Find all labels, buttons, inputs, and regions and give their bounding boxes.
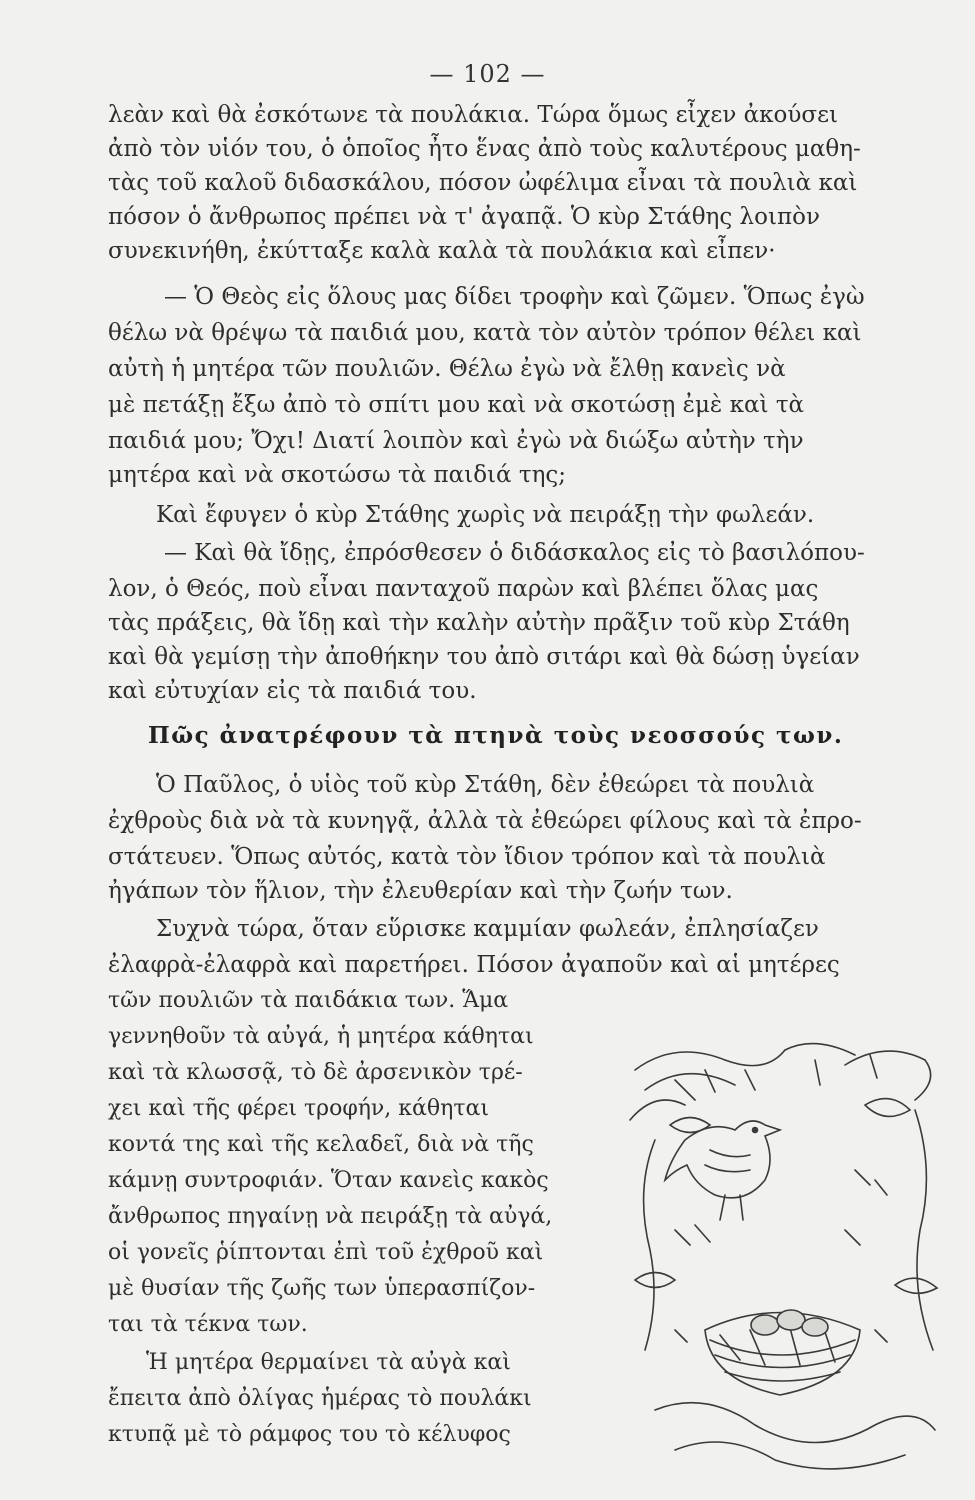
text-line: καὶ θὰ γεμίσῃ τὴν ἀποθήκην του ἀπὸ σιτάρι καὶ θὰ δώσῃ ὑγείαν xyxy=(108,644,860,670)
text-line: ἔπειτα ἀπὸ ὀλίγας ἡμέρας τὸ πουλάκι xyxy=(108,1386,532,1411)
text-line: στάτευεν. Ὅπως αὐτός, κατὰ τὸν ἴδιον τρόπον καὶ τὰ πουλιὰ xyxy=(108,844,826,870)
text-line: αὐτὴ ἡ μητέρα τῶν πουλιῶν. Θέλω ἐγὼ νὰ ἔλθῃ κανεὶς νὰ xyxy=(108,356,786,382)
text-line: Καὶ ἔφυγεν ὁ κὺρ Στάθης χωρὶς νὰ πειράξῃ τὴν φωλεάν. xyxy=(156,502,815,528)
text-line: — Καὶ θὰ ἴδῃς, ἐπρόσθεσεν ὁ διδάσκαλος εἰς τὸ βασιλόπου- xyxy=(164,540,865,566)
text-line: ἐχθροὺς διὰ νὰ τὰ κυνηγᾷ, ἀλλὰ τὰ ἐθεώρει φίλους καὶ τὰ ἐπρο- xyxy=(108,808,862,834)
text-line: λον, ὁ Θεός, ποὺ εἶναι πανταχοῦ παρὼν καὶ βλέπει ὅλας μας xyxy=(108,576,819,602)
text-line: κτυπᾷ μὲ τὸ ράμφος του τὸ κέλυφος xyxy=(108,1422,511,1447)
text-line: καὶ τὰ κλωσσᾷ, τὸ δὲ ἀρσενικὸν τρέ- xyxy=(108,1060,523,1085)
text-line: ται τὰ τέκνα των. xyxy=(108,1312,308,1337)
text-line: τὰς πράξεις, θὰ ἴδῃ καὶ τὴν καλὴν αὐτὴν πρᾶξιν τοῦ κὺρ Στάθη xyxy=(108,610,850,636)
text-line: κάμνῃ συντροφιάν. Ὅταν κανεὶς κακὸς xyxy=(108,1168,549,1193)
bird-nest-icon xyxy=(615,1030,950,1485)
page-number: — 102 — xyxy=(429,60,546,88)
text-line: ἀπὸ τὸν υἱόν του, ὁ ὁποῖος ἦτο ἕνας ἀπὸ τοὺς καλυτέρους μαθη- xyxy=(108,136,861,162)
text-line: — Ὁ Θεὸς εἰς ὅλους μας δίδει τροφὴν καὶ ζῶμεν. Ὅπως ἐγὼ xyxy=(164,284,865,310)
text-line: γεννηθοῦν τὰ αὐγά, ἡ μητέρα κάθηται xyxy=(108,1024,534,1049)
text-line: μὲ θυσίαν τῆς ζωῆς των ὑπερασπίζον- xyxy=(108,1276,536,1301)
text-line: ἠγάπων τὸν ἥλιον, τὴν ἐλευθερίαν καὶ τὴν ζωήν των. xyxy=(108,878,733,904)
text-line: κοντά της καὶ τῆς κελαδεῖ, διὰ νὰ τῆς xyxy=(108,1132,534,1157)
text-line: χει καὶ τῆς φέρει τροφήν, κάθηται xyxy=(108,1096,489,1121)
text-line: θέλω νὰ θρέψω τὰ παιδιά μου, κατὰ τὸν αὐτὸν τρόπον θέλει καὶ xyxy=(108,320,862,346)
section-heading: Πῶς ἀνατρέφουν τὰ πτηνὰ τοὺς νεοσσούς των. xyxy=(148,722,844,749)
text-line: οἱ γονεῖς ῥίπτονται ἐπὶ τοῦ ἐχθροῦ καὶ xyxy=(108,1240,544,1265)
text-line: Ὁ Παῦλος, ὁ υἱὸς τοῦ κὺρ Στάθη, δὲν ἐθεώρει τὰ πουλιὰ xyxy=(156,772,815,798)
bird-nest-illustration xyxy=(615,1030,950,1485)
text-line: παιδιά μου; Ὄχι! Διατί λοιπὸν καὶ ἐγὼ νὰ διώξω αὐτὴν τὴν xyxy=(108,428,804,454)
text-line: τὰς τοῦ καλοῦ διδασκάλου, πόσον ὠφέλιμα εἶναι τὰ πουλιὰ καὶ xyxy=(108,170,858,196)
text-line: ἐλαφρὰ-ἐλαφρὰ καὶ παρετήρει. Πόσον ἀγαποῦν καὶ αἱ μητέρες xyxy=(108,952,840,978)
text-line: Ἡ μητέρα θερμαίνει τὰ αὐγὰ καὶ xyxy=(146,1350,511,1375)
text-line: τῶν πουλιῶν τὰ παιδάκια των. Ἅμα xyxy=(108,988,509,1013)
text-line: ἄνθρωπος πηγαίνῃ νὰ πειράξῃ τὰ αὐγά, xyxy=(108,1204,553,1229)
text-line: πόσον ὁ ἄνθρωπος πρέπει νὰ τ' ἀγαπᾷ. Ὁ κὺρ Στάθης λοιπὸν xyxy=(108,204,820,230)
text-line: καὶ εὐτυχίαν εἰς τὰ παιδιά του. xyxy=(108,678,477,704)
text-line: λεὰν καὶ θὰ ἐσκότωνε τὰ πουλάκια. Τώρα ὅμως εἶχεν ἀκούσει xyxy=(108,102,839,128)
text-line: μὲ πετάξῃ ἔξω ἀπὸ τὸ σπίτι μου καὶ νὰ σκοτώσῃ ἐμὲ καὶ τὰ xyxy=(108,392,805,418)
text-line: συνεκινήθη, ἐκύτταξε καλὰ καλὰ τὰ πουλάκια καὶ εἶπεν· xyxy=(108,238,776,264)
text-line: Συχνὰ τώρα, ὅταν εὕρισκε καμμίαν φωλεάν, ἐπλησίαζεν xyxy=(156,916,819,942)
text-line: μητέρα καὶ νὰ σκοτώσω τὰ παιδιά της; xyxy=(108,462,567,488)
